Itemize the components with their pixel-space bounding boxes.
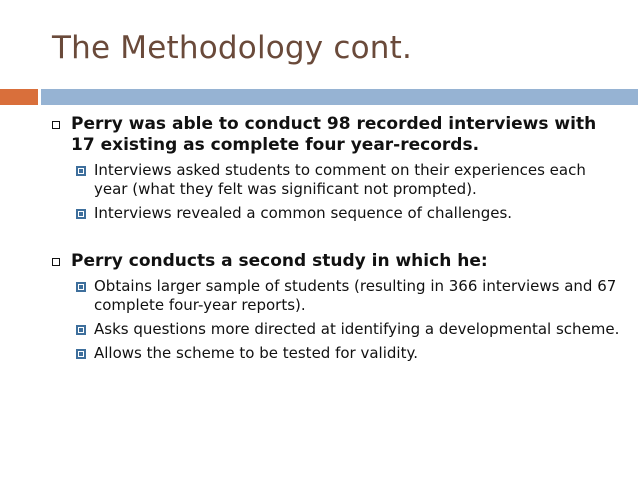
bullet-level1 xyxy=(52,251,622,272)
square-bullet-icon xyxy=(76,209,86,219)
title-accent-bar xyxy=(0,89,38,105)
bullet-level2 xyxy=(75,277,622,315)
title-divider-bar xyxy=(41,89,638,105)
sub-bullet-text: Interviews asked students to comment on their experiences each year (what they felt was significant not prompted). xyxy=(94,161,586,198)
slide-title: The Methodology cont. xyxy=(52,30,413,66)
bullet-text: Perry conducts a second study in which he: xyxy=(71,251,488,271)
square-bullet-icon xyxy=(52,258,60,266)
bullet-level2 xyxy=(75,161,622,199)
square-bullet-icon xyxy=(52,121,60,129)
sub-bullet-text: Allows the scheme to be tested for validity. xyxy=(94,344,418,362)
square-bullet-icon xyxy=(76,282,86,292)
sub-bullet-list xyxy=(52,277,622,363)
square-bullet-icon xyxy=(76,166,86,176)
bullet-level1 xyxy=(52,114,622,156)
sub-bullet-text: Obtains larger sample of students (resulting in 366 interviews and 67 complete four-year reports). xyxy=(94,277,617,314)
bullet-text: Perry was able to conduct 98 recorded interviews with 17 existing as complete four year-records. xyxy=(71,114,597,155)
sub-bullet-text: Asks questions more directed at identifying a developmental scheme. xyxy=(94,320,620,338)
bullet-level2 xyxy=(75,204,622,223)
bullet-level2 xyxy=(75,320,622,339)
slide-content xyxy=(52,114,622,368)
bullet-level2 xyxy=(75,344,622,363)
sub-bullet-text: Interviews revealed a common sequence of challenges. xyxy=(94,204,513,222)
square-bullet-icon xyxy=(76,325,86,335)
sub-bullet-list xyxy=(52,161,622,223)
square-bullet-icon xyxy=(76,349,86,359)
